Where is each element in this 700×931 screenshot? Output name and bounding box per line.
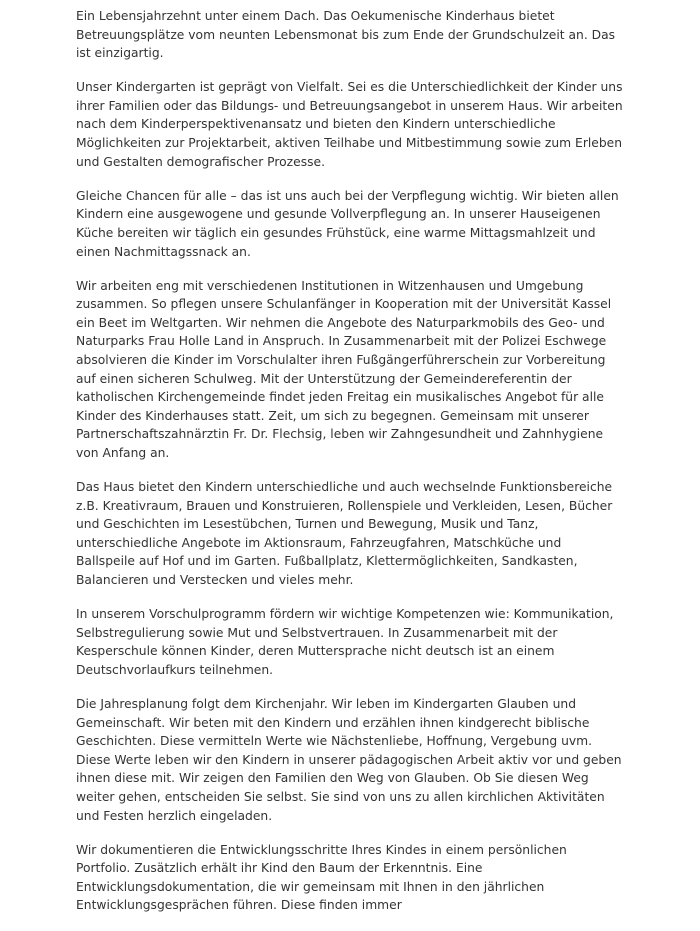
paragraph-diversity: Unser Kindergarten ist geprägt von Vielfalt. Sei es die Unterschiedlichkeit der Kinder uns ihrer Familien oder das Bildungs- und Betreuungsangebot in unserem Haus. Wir arbeiten nach dem Kinderperspektivenansatz und bieten den Kindern unterschiedliche Möglichkeiten zur Projektarbeit, aktiven Teilhabe und Mitbestimmung sowie zum Erleben und Gestalten demografischer Prozesse. — [76, 80, 623, 169]
paragraph-intro: Ein Lebensjahrzehnt unter einem Dach. Das Oekumenische Kinderhaus bietet Betreuungsplätze vom neunten Lebensmonat bis zum Ende der Grundschulzeit an. Das ist einzigartig. — [76, 9, 616, 61]
paragraph-cooperation: Wir arbeiten eng mit verschiedenen Institutionen in Witzenhausen und Umgebung zusammen. So pflegen unsere Schulanfänger in Kooperation mit der Universität Kassel ein Beet im Weltgarten. Wir nehmen die Angebote des Naturparkmobils des Geo- und Naturparks Frau Holle Land in Anspruch. In Zusammenarbeit mit der Polizei Eschwege absolvieren die Kinder im Vorschulalter ihren Fußgängerführerschein zur Vorbereitung auf einen sicheren Schulweg. Mit der Unterstützung der Gemeindereferentin der katholischen Kirchengemeinde findet jeden Freitag ein musikalisches Angebot für alle Kinder des Kinderhauses statt. Zeit, um sich zu begegnen. Gemeinsam mit unserer Partnerschaftszahnärztin Fr. Dr. Flechsig, leben wir Zahngesundheit und Zahnhygiene von Anfang an. — [76, 278, 612, 460]
page-content — [76, 7, 624, 931]
paragraph-church-year: Die Jahresplanung folgt dem Kirchenjahr. Wir leben im Kindergarten Glauben und Gemeinschaft. Wir beten mit den Kindern und erzählen ihnen kindgerecht biblische Geschichten. Diese vermitteln Werte wie Nächstenliebe, Hoffnung, Vergebung uvm. Diese Werte leben wir den Kindern in unserer pädagogischen Arbeit aktiv vor und geben ihnen diese mit. Wir zeigen den Familien den Weg von Glauben. Ob Sie diesen Weg weiter gehen, entscheiden Sie selbst. Sie sind von uns zu allen kirchlichen Aktivitäten und Festen herzlich eingeladen. — [76, 697, 622, 823]
paragraph-catering: Gleiche Chancen für alle – das ist uns auch bei der Verpflegung wichtig. Wir bieten allen Kindern eine ausgewogene und gesunde Vollverpflegung an. In unserer Hauseigenen Küche bereiten wir täglich ein gesundes Frühstück, eine warme Mittagsmahlzeit und einen Nachmittagssnack an. — [76, 188, 619, 259]
paragraph-portfolio: Wir dokumentieren die Entwicklungsschritte Ihres Kindes in einem persönlichen Portfolio. Zusätzlich erhält ihr Kind den Baum der Erkenntnis. Eine Entwicklungsdokumentation, die wir gemeinsam mit Ihnen in den jährlichen Entwicklungsgesprächen führen. Diese finden immer — [76, 842, 567, 913]
paragraph-function-areas: Das Haus bietet den Kindern unterschiedliche und auch wechselnde Funktionsbereiche z.B. Kreativraum, Brauen und Konstruieren, Rollenspiele und Verkleiden, Lesen, Bücher und Geschichten im Lesestübchen, Turnen und Bewegung, Musik und Tanz, unterschiedliche Angebote im Aktionsraum, Fahrzeugfahren, Matschküche und Ballspeile auf Hof und im Garten. Fußballplatz, Klettermöglichkeiten, Sandkasten, Balancieren und Verstecken und vieles mehr. — [76, 480, 613, 588]
paragraph-preschool: In unserem Vorschulprogramm fördern wir wichtige Kompetenzen wie: Kommunikation, Selbstregulierung sowie Mut und Selbstvertrauen. In Zusammenarbeit mit der Kesperschule können Kinder, deren Muttersprache nicht deutsch ist an einem Deutschvorlaufkurs teilnehmen. — [76, 607, 614, 677]
